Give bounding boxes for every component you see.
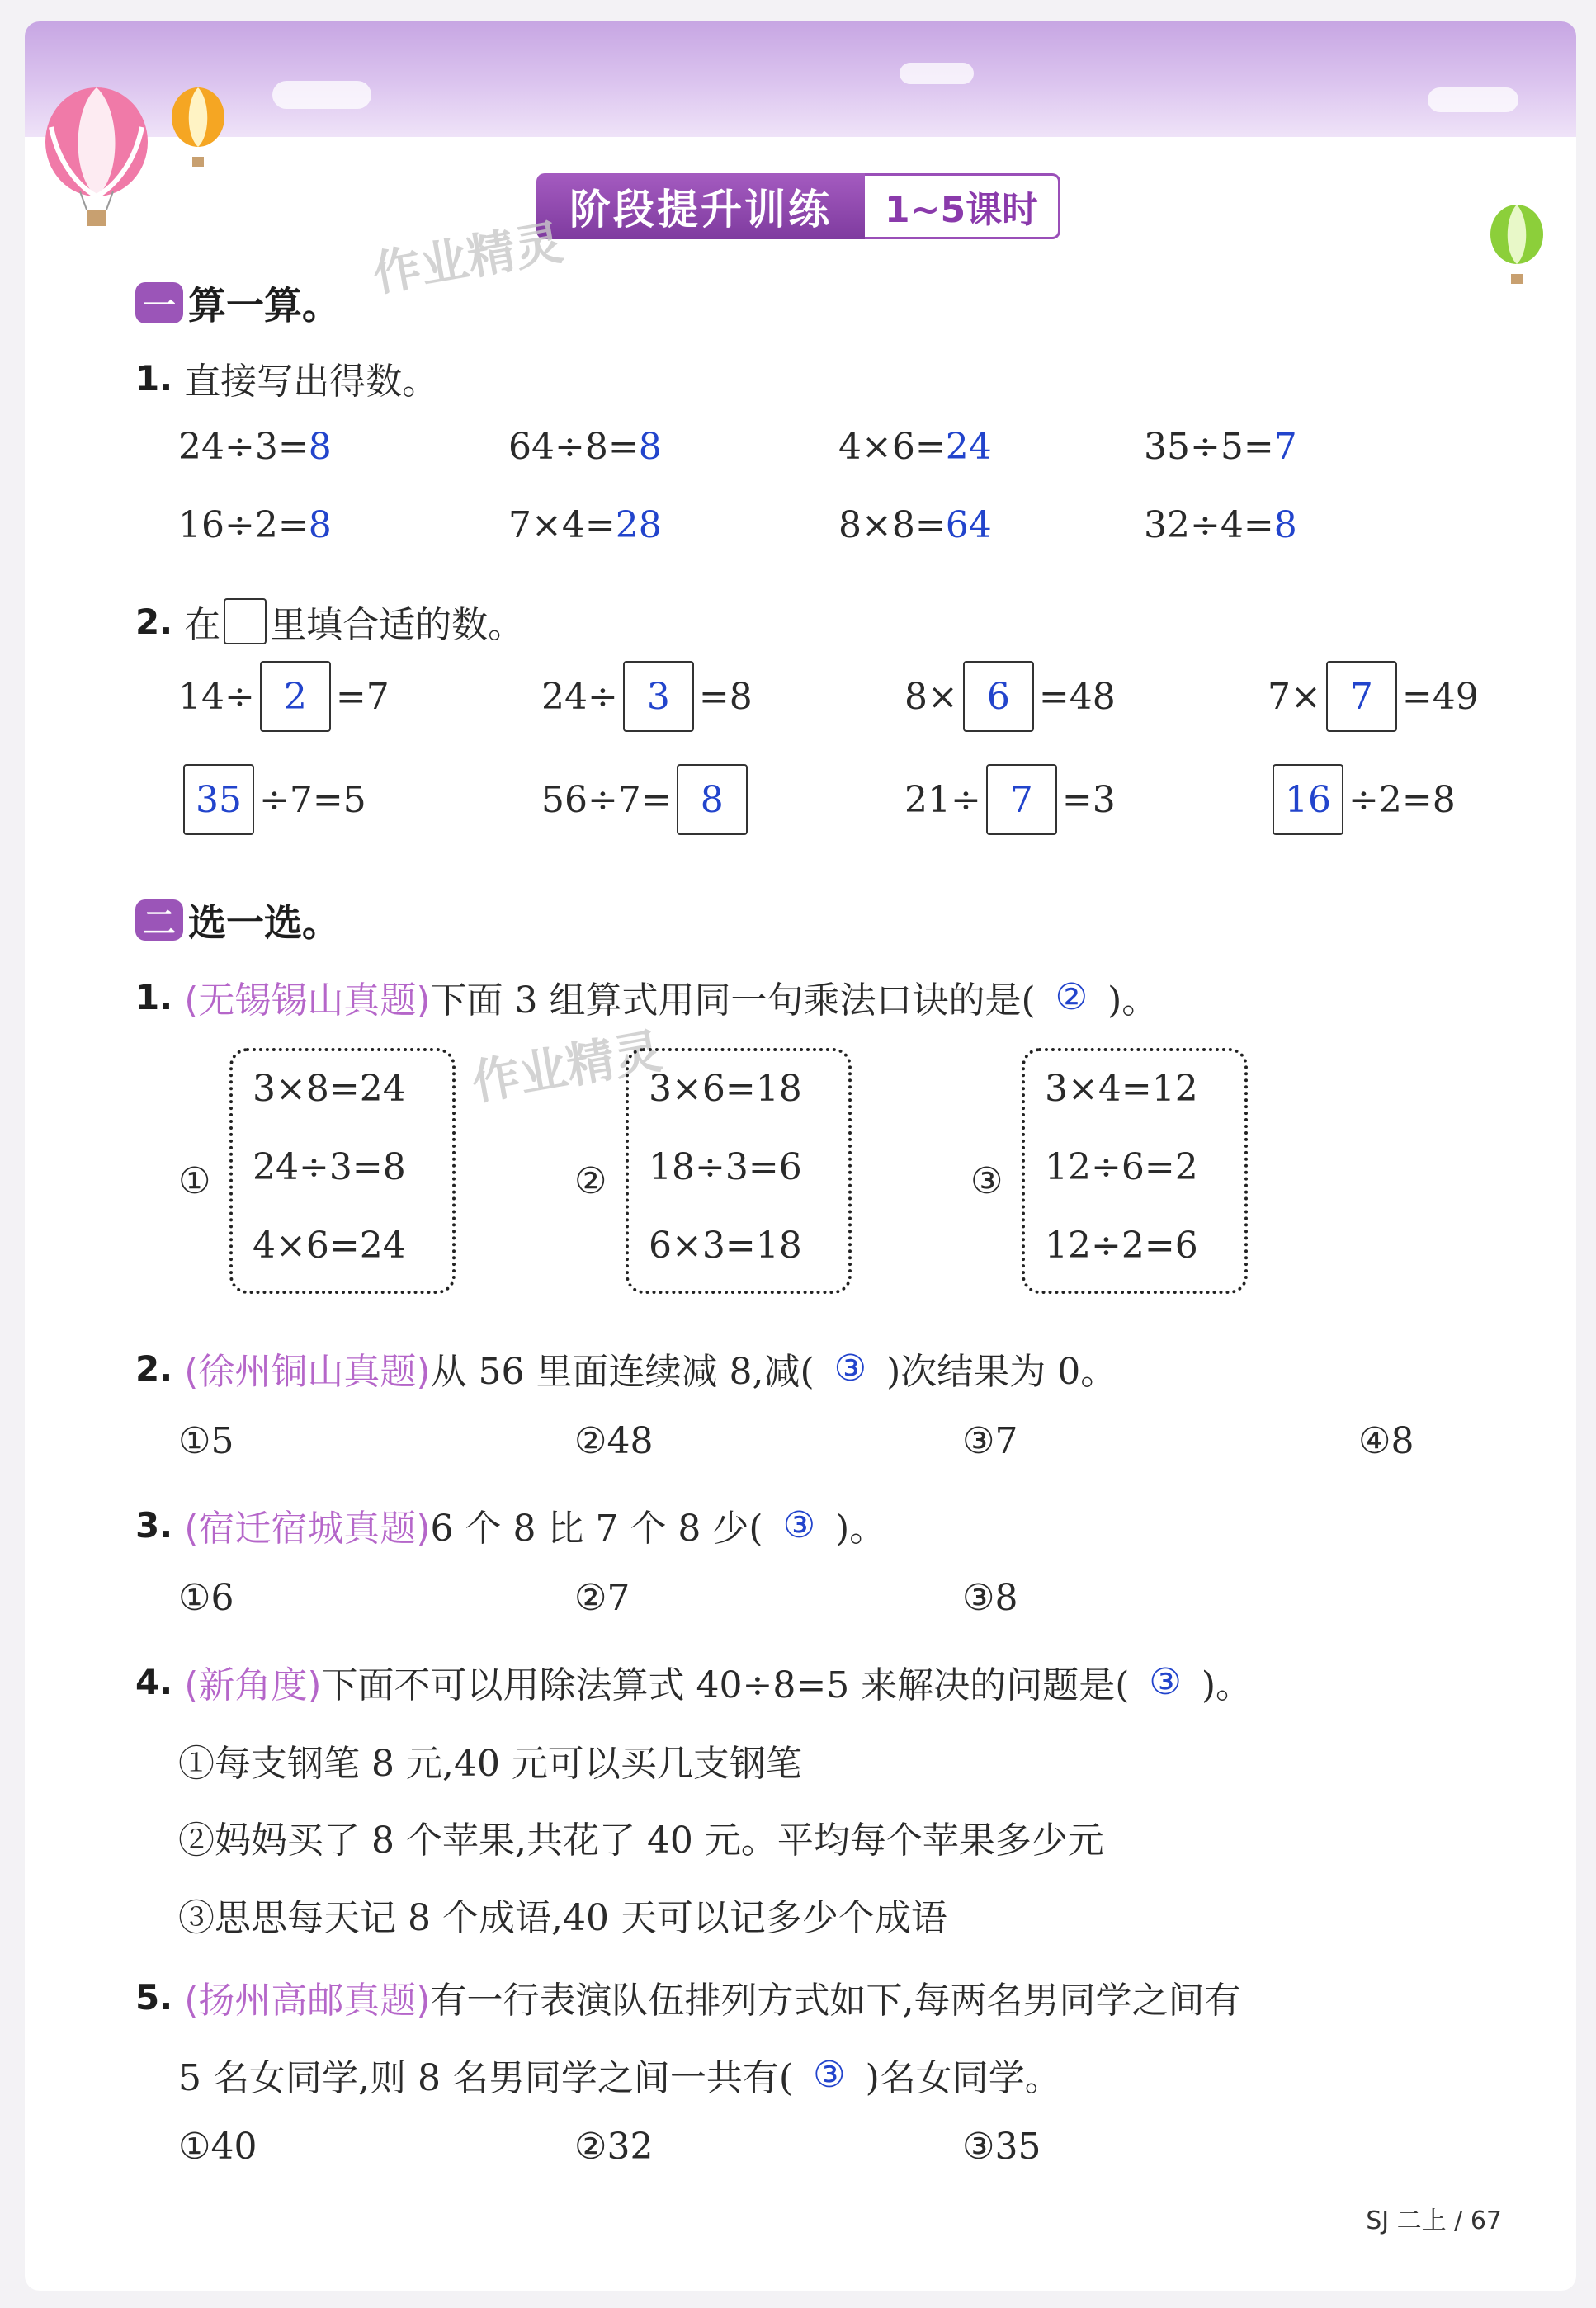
calc-answer: 8: [1273, 504, 1297, 546]
calc-expression: 4×6=: [838, 426, 946, 468]
fill-suffix: ÷7=5: [259, 778, 366, 821]
calc-answer: 8: [308, 426, 332, 468]
watermark: 作业精灵: [368, 214, 568, 303]
question-text: 从 56 里面连续减 8,减(: [430, 1351, 815, 1393]
question-1-1: [135, 352, 438, 404]
question-number: 4.: [135, 1661, 173, 1702]
fill-suffix: ÷2=8: [1348, 778, 1456, 821]
question-2-5-cont: [178, 2048, 1061, 2101]
answer: ③: [833, 1347, 867, 1390]
answer-box[interactable]: 8: [677, 764, 748, 835]
calc-answer: 28: [615, 504, 662, 546]
page-title: [536, 173, 1060, 239]
section-badge: 一: [135, 282, 183, 323]
question-number: 1.: [135, 357, 173, 399]
calc-answer: 64: [945, 504, 992, 546]
option: ③7: [962, 1420, 1018, 1462]
title-main: 阶段提升训练: [536, 173, 865, 239]
title-lessons: 1~5课时: [865, 173, 1060, 239]
fill-prefix: 14÷: [178, 675, 255, 718]
option: ①40: [178, 2126, 257, 2168]
answer-box[interactable]: 7: [986, 764, 1057, 835]
calc-answer: 8: [308, 504, 332, 546]
header-banner: [25, 21, 1576, 137]
group-equation: 12÷6=2: [1045, 1146, 1198, 1188]
calc-expression: 7×4=: [508, 504, 616, 546]
group-equation: 3×4=12: [1045, 1068, 1198, 1110]
answer-box[interactable]: 6: [963, 661, 1034, 732]
answer: ③: [782, 1503, 816, 1546]
question-end: )。: [835, 1508, 886, 1550]
section-title: 算一算。: [188, 283, 340, 328]
question-end: )名女同学。: [865, 2057, 1061, 2099]
small-balloon-icon: [165, 86, 231, 177]
question-2-1: [135, 970, 1158, 1023]
question-2-4: [135, 1655, 1252, 1708]
source-tag: (扬州高邮真题): [184, 1980, 431, 2022]
calc-item: [1144, 426, 1297, 468]
source-tag: (新角度): [184, 1664, 322, 1706]
question-text: 下面不可以用除法算式 40÷8=5 来解决的问题是(: [321, 1664, 1130, 1706]
group-label: ①: [178, 1160, 211, 1202]
option: ③8: [962, 1577, 1018, 1619]
group-label: ③: [970, 1160, 1003, 1202]
option: ①每支钢笔 8 元,40 元可以买几支钢笔: [178, 1743, 802, 1785]
question-number: 3.: [135, 1504, 173, 1546]
option: ①5: [178, 1420, 234, 1462]
option: ①6: [178, 1577, 234, 1619]
fill-suffix: =3: [1061, 778, 1116, 821]
equation-group-box: [626, 1048, 852, 1294]
calc-item: [508, 504, 662, 546]
source-tag: (徐州铜山真题): [184, 1351, 431, 1393]
calc-expression: 24÷3=: [178, 426, 309, 468]
answer: ③: [1149, 1660, 1182, 1703]
question-end: )。: [1201, 1664, 1253, 1706]
group-equation: 4×6=24: [253, 1225, 406, 1267]
option: ②7: [574, 1577, 630, 1619]
question-number: 1.: [135, 976, 173, 1017]
calc-item: [178, 504, 332, 546]
calc-answer: 7: [1273, 426, 1297, 468]
question-text-after: 里填合适的数。: [270, 604, 525, 646]
equation-group-box: [229, 1048, 456, 1294]
group-equation: 18÷3=6: [649, 1146, 802, 1188]
fill-item: [904, 764, 1116, 835]
green-balloon-icon: [1484, 203, 1550, 294]
fill-item: [541, 764, 753, 835]
option: ③思思每天记 8 个成语,40 天可以记多少个成语: [178, 1897, 947, 1939]
question-text-2: 5 名女同学,则 8 名男同学之间一共有(: [178, 2057, 794, 2099]
calc-expression: 16÷2=: [178, 504, 309, 546]
fill-suffix: =7: [335, 675, 390, 718]
calc-expression: 32÷4=: [1144, 504, 1274, 546]
option: ②妈妈买了 8 个苹果,共花了 40 元。平均每个苹果多少元: [178, 1819, 1104, 1862]
calc-item: [178, 426, 332, 468]
section-2-heading: [135, 893, 340, 947]
question-text: 有一行表演队伍排列方式如下,每两名男同学之间有: [430, 1980, 1241, 2022]
equation-group-box: [1022, 1048, 1248, 1294]
question-end: )次结果为 0。: [886, 1351, 1117, 1393]
fill-prefix: 7×: [1268, 675, 1321, 718]
blank-box-icon: [224, 598, 267, 644]
fill-item: [1268, 764, 1456, 835]
fill-prefix: 24÷: [541, 675, 618, 718]
question-text: 直接写出得数。: [184, 361, 439, 403]
section-badge: 二: [135, 899, 183, 941]
source-tag: (宿迁宿城真题): [184, 1508, 431, 1550]
fill-suffix: =8: [698, 675, 753, 718]
answer: ②: [1055, 975, 1088, 1018]
hot-air-balloon-icon: [35, 86, 158, 234]
page-footer: SJ 二上 / 67: [1366, 2207, 1502, 2235]
group-equation: 6×3=18: [649, 1225, 802, 1267]
calc-expression: 8×8=: [838, 504, 946, 546]
question-text: 下面 3 组算式用同一句乘法口诀的是(: [430, 979, 1036, 1022]
question-2-2: [135, 1342, 1117, 1395]
worksheet-page: [25, 21, 1576, 2291]
group-label: ②: [574, 1160, 607, 1202]
calc-answer: 8: [638, 426, 662, 468]
calc-expression: 64÷8=: [508, 426, 639, 468]
group-equation: 3×6=18: [649, 1068, 802, 1110]
question-number: 2.: [135, 601, 173, 642]
option: ③35: [962, 2126, 1041, 2168]
watermark: 作业精灵: [467, 1022, 667, 1112]
group-equation: 24÷3=8: [253, 1146, 406, 1188]
calc-expression: 35÷5=: [1144, 426, 1274, 468]
answer-box[interactable]: 16: [1273, 764, 1343, 835]
section-1-heading: [135, 276, 340, 330]
calc-answer: 24: [945, 426, 992, 468]
question-text: 6 个 8 比 7 个 8 少(: [430, 1508, 763, 1550]
question-2-3: [135, 1499, 885, 1551]
calc-item: [508, 426, 662, 468]
option: ④8: [1358, 1420, 1414, 1462]
fill-suffix: =49: [1401, 675, 1479, 718]
calc-item: [838, 426, 992, 468]
question-number: 2.: [135, 1348, 173, 1389]
answer-box[interactable]: 2: [260, 661, 331, 732]
answer-box[interactable]: 7: [1326, 661, 1397, 732]
fill-item: [904, 661, 1116, 732]
answer: ③: [813, 2053, 846, 2096]
fill-prefix: 8×: [904, 675, 958, 718]
fill-item: [1268, 661, 1479, 732]
fill-suffix: =48: [1038, 675, 1116, 718]
calc-item: [838, 504, 992, 546]
fill-item: [178, 764, 366, 835]
source-tag: (无锡锡山真题): [184, 979, 431, 1022]
fill-item: [541, 661, 753, 732]
section-title: 选一选。: [188, 900, 340, 945]
question-1-2: [135, 595, 524, 648]
group-equation: 12÷2=6: [1045, 1225, 1198, 1267]
fill-item: [178, 661, 390, 732]
fill-prefix: 56÷7=: [541, 778, 672, 821]
option: ②48: [574, 1420, 654, 1462]
answer-box[interactable]: 3: [623, 661, 694, 732]
option: ②32: [574, 2126, 654, 2168]
question-number: 5.: [135, 1976, 173, 2018]
question-2-5: [135, 1971, 1241, 2023]
calc-item: [1144, 504, 1297, 546]
group-equation: 3×8=24: [253, 1068, 406, 1110]
question-text-before: 在: [184, 604, 221, 646]
answer-box[interactable]: 35: [183, 764, 254, 835]
question-end: )。: [1107, 979, 1159, 1022]
fill-prefix: 21÷: [904, 778, 981, 821]
